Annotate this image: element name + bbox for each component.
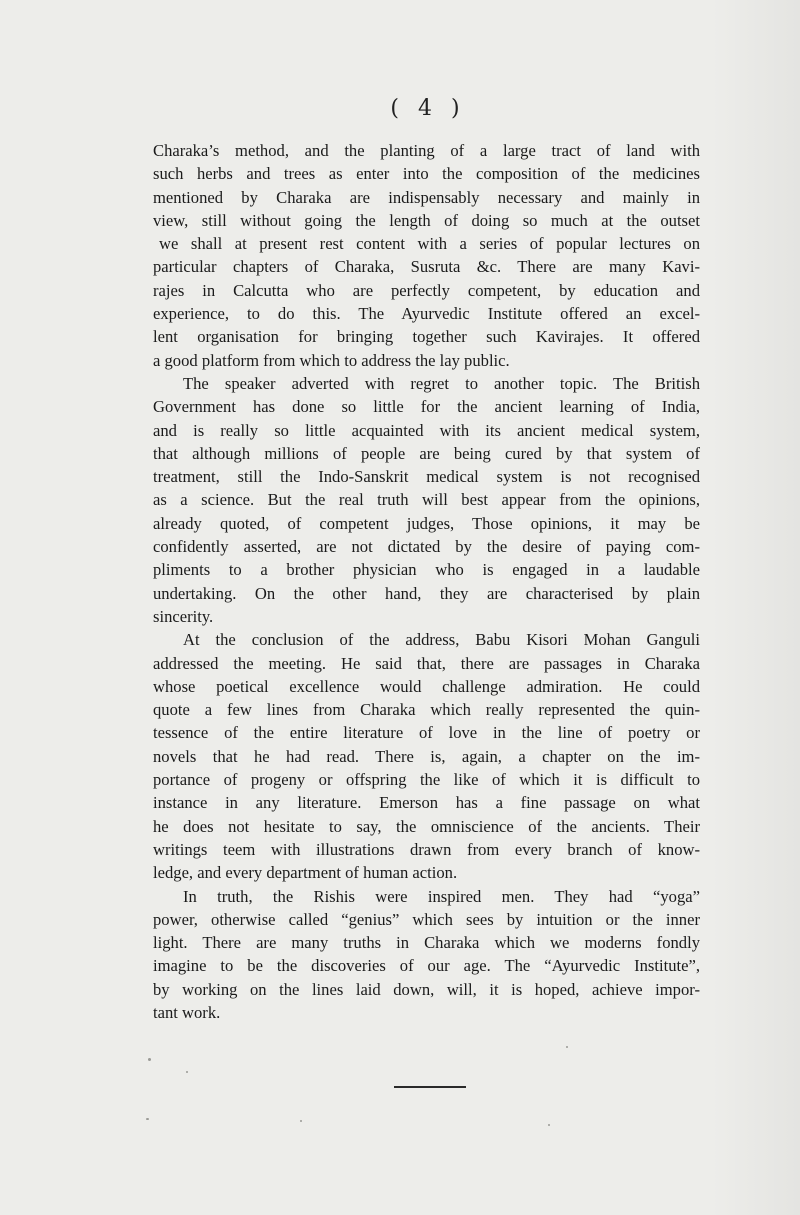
text-line: we shall at present rest content with a series of popular lectures on — [159, 234, 700, 254]
scan-speck — [146, 1118, 149, 1120]
end-rule-divider — [394, 1086, 466, 1088]
text-line: novels that he had read. There is, again, a chapter on the im- — [153, 746, 700, 766]
text-line: already quoted, of competent judges, Those opinions, it may be — [153, 513, 700, 533]
text-line: rajes in Calcutta who are perfectly competent, by education and — [153, 280, 700, 300]
text-line: by working on the lines laid down, will, it is hoped, achieve impor- — [153, 979, 700, 999]
text-line: confidently asserted, are not dictated by the desire of paying com- — [153, 537, 700, 557]
page-number: ( 4 ) — [390, 96, 466, 121]
text-line: as a science. But the real truth will best appear from the opinions, — [153, 490, 700, 510]
text-line: quote a few lines from Charaka which really represented the quin- — [153, 700, 700, 720]
text-line: he does not hesitate to say, the omniscience of the ancients. Their — [153, 816, 700, 836]
text-line: light. There are many truths in Charaka which we moderns fondly — [153, 933, 700, 953]
text-line: tant work. — [153, 1002, 221, 1022]
paragraph-start-line: The speaker adverted with regret to another topic. The British — [183, 373, 700, 393]
text-line: ledge, and every department of human action. — [153, 863, 458, 883]
body-text — [153, 139, 700, 1024]
text-line: view, still without going the length of doing so much at the outset — [153, 210, 700, 230]
paragraph-start-line: In truth, the Rishis were inspired men. They had “yoga” — [183, 886, 700, 906]
text-line: power, otherwise called “genius” which sees by intuition or the inner — [153, 909, 700, 929]
scan-edge-shading — [712, 0, 800, 1215]
text-line: whose poetical excellence would challenge admiration. He could — [153, 676, 700, 696]
text-line: Charaka’s method, and the planting of a large tract of land with — [153, 141, 700, 160]
text-line: undertaking. On the other hand, they are characterised by plain — [153, 583, 700, 603]
text-line: tessence of the entire literature of love in the line of poetry or — [153, 723, 700, 743]
text-line: and is really so little acquainted with its ancient medical system, — [153, 420, 700, 440]
text-line: experience, to do this. The Ayurvedic Institute offered an excel- — [153, 304, 700, 324]
scan-speck — [548, 1124, 550, 1126]
text-line: instance in any literature. Emerson has a fine passage on what — [153, 793, 700, 813]
paragraph-start-line: At the conclusion of the address, Babu Kisori Mohan Ganguli — [183, 630, 700, 650]
text-line: imagine to be the discoveries of our age. The “Ayurvedic Institute”, — [153, 956, 700, 976]
text-line: lent organisation for bringing together such Kavirajes. It offered — [153, 327, 700, 347]
scan-speck — [566, 1046, 568, 1048]
text-line: Government has done so little for the ancient learning of India, — [153, 397, 700, 417]
text-line: treatment, still the Indo-Sanskrit medical system is not recognised — [153, 467, 700, 487]
text-line: a good platform from which to address the lay public. — [153, 350, 510, 370]
text-line: such herbs and trees as enter into the composition of the medicines — [153, 164, 700, 184]
scan-speck — [148, 1058, 151, 1061]
text-line: portance of progeny or offspring the like of which it is difficult to — [153, 770, 700, 790]
text-line: sincerity. — [153, 606, 214, 626]
text-line: pliments to a brother physician who is engaged in a laudable — [153, 560, 700, 580]
scan-speck — [186, 1071, 188, 1073]
text-line: that although millions of people are being cured by that system of — [153, 443, 700, 463]
text-line: particular chapters of Charaka, Susruta &c. There are many Kavi- — [153, 257, 700, 277]
text-line: mentioned by Charaka are indispensably necessary and mainly in — [153, 187, 700, 207]
text-line: writings teem with illustrations drawn from every branch of know- — [153, 839, 700, 859]
text-line: addressed the meeting. He said that, there are passages in Charaka — [153, 653, 700, 673]
scan-speck — [300, 1120, 302, 1122]
